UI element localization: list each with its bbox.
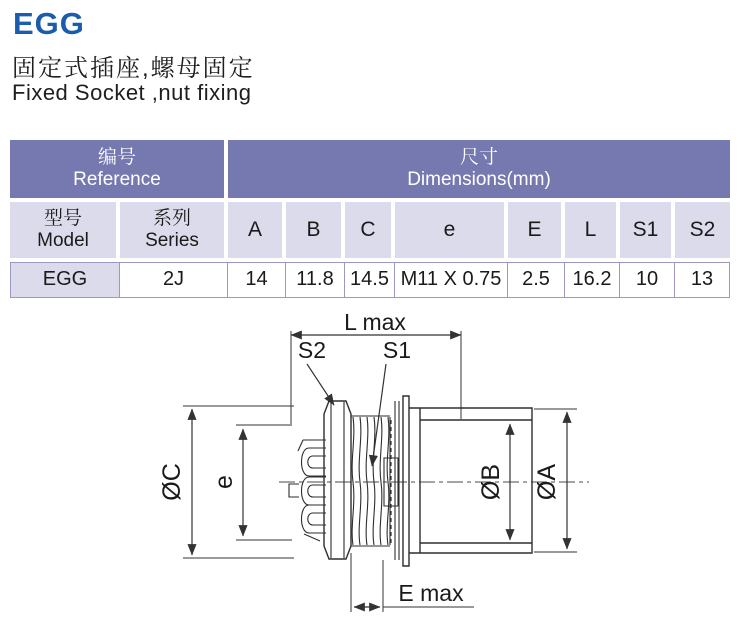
subtitle-english: Fixed Socket ,nut fixing [12, 80, 252, 105]
value-B: 11.8 [286, 262, 345, 298]
value-S1: 10 [620, 262, 675, 298]
column-header-model-en: Model [37, 230, 89, 251]
column-header-E: E [508, 202, 565, 258]
dim-label-dia-b: ØB [477, 463, 505, 501]
dimension-dia-a [533, 409, 577, 552]
dimension-e-max [351, 553, 474, 612]
dim-label-dia-a: ØA [533, 463, 561, 501]
value-E: 2.5 [508, 262, 565, 298]
column-header-S1: S1 [620, 202, 675, 258]
column-header-model [10, 202, 120, 258]
column-header-L: L [565, 202, 620, 258]
connector-technical-drawing [0, 300, 740, 623]
value-C: 14.5 [345, 262, 395, 298]
column-header-model-zh: 型号 [43, 207, 82, 229]
socket-contacts [289, 440, 326, 541]
mounting-panel [403, 396, 409, 566]
column-header-series [120, 202, 228, 258]
group-header-dimensions-zh: 尺寸 [459, 146, 498, 168]
value-series: 2J [120, 262, 228, 298]
value-S2: 13 [675, 262, 730, 298]
value-L: 16.2 [565, 262, 620, 298]
table-column-header-row [10, 202, 730, 258]
column-header-e: e [395, 202, 508, 258]
value-e: M11 X 0.75 [395, 262, 508, 298]
spec-table [10, 140, 730, 298]
dim-label-s1: S1 [382, 337, 412, 363]
column-header-series-en: Series [145, 230, 199, 251]
hex-nut [324, 401, 351, 559]
connector-body [409, 408, 532, 553]
label-s1 [372, 337, 411, 466]
table-group-header-row [10, 140, 730, 198]
page-title: EGG [13, 6, 85, 41]
table-data-row [10, 262, 730, 298]
group-header-reference-en: Reference [73, 169, 161, 190]
dim-label-e: e [210, 475, 238, 489]
dim-label-s2: S2 [297, 337, 327, 363]
column-header-A: A [228, 202, 286, 258]
dim-label-l-max: L max [344, 309, 406, 335]
value-A: 14 [228, 262, 286, 298]
dimension-l-max [291, 309, 461, 424]
column-header-C: C [345, 202, 395, 258]
subtitle-chinese: 固定式插座,螺母固定 [12, 55, 255, 82]
group-header-dimensions-en: Dimensions(mm) [407, 169, 551, 190]
dim-label-e-max: E max [398, 580, 464, 606]
column-header-B: B [286, 202, 345, 258]
dim-label-dia-c: ØC [158, 463, 186, 501]
group-header-reference-zh: 编号 [97, 146, 136, 168]
group-header-reference [10, 140, 228, 198]
column-header-S2: S2 [675, 202, 730, 258]
group-header-dimensions [228, 140, 730, 198]
label-s2 [298, 337, 334, 405]
value-model: EGG [10, 262, 120, 298]
column-header-series-zh: 系列 [152, 207, 191, 229]
